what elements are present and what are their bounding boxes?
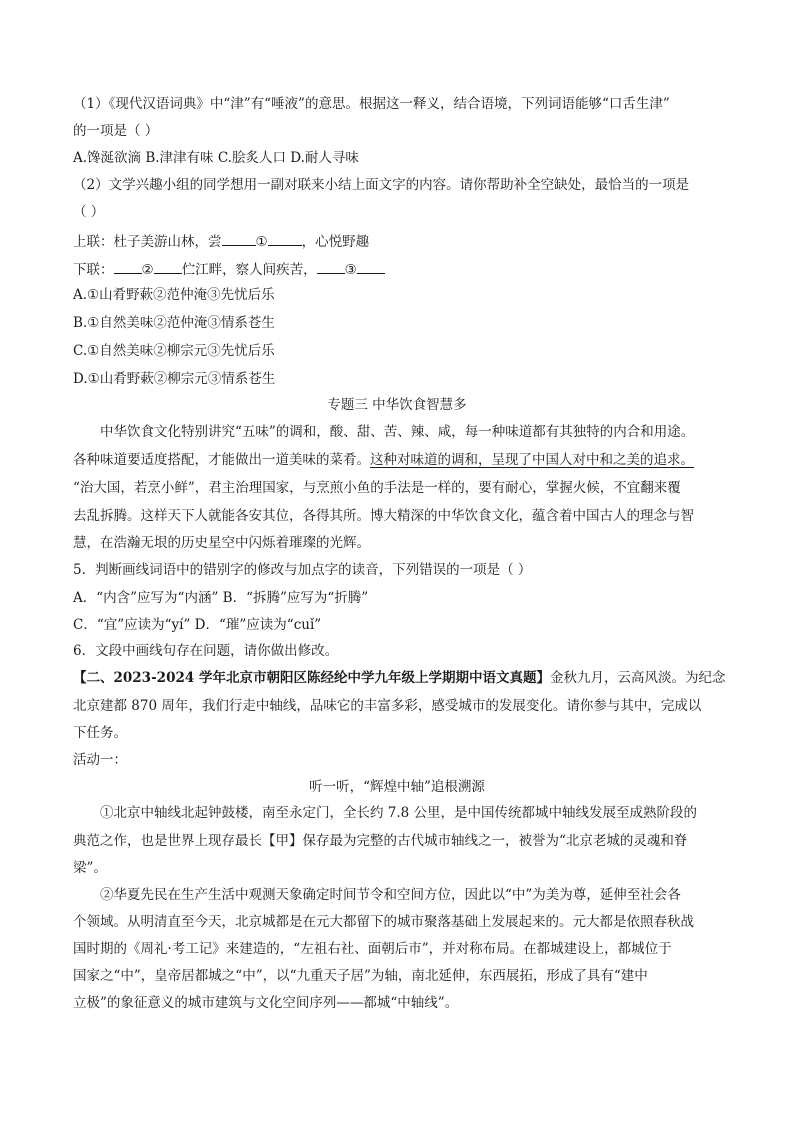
blank-line — [317, 261, 345, 274]
question-5-options-cd: C．“宜”应读为“yí” D．“璀”应读为“cuǐ” — [73, 617, 322, 633]
question-2-line2: （ ） — [73, 204, 105, 220]
couplet-lower-mid: 伫江畔，察人间疾苦， — [181, 262, 317, 278]
section2-intro-line2: 北京建都 870 周年，我们行走中轴线，品味它的丰富多彩，感受城市的发展变化。请你参与其中，完成以 — [73, 698, 702, 714]
topic3-para-line2-text: 各种味道要适度搭配，才能做出一道美味的菜肴。 — [73, 452, 370, 468]
section2-intro-start: 金秋九月，云高风淡。为纪念 — [549, 670, 726, 686]
option-b: B.①自然美味②范仲淹③情系苍生 — [73, 315, 275, 331]
option-d: D.①山肴野蔌②柳宗元③情系苍生 — [73, 371, 276, 387]
couplet-lower-start: 下联： — [73, 262, 114, 278]
question-1-line2: 的一项是（ ） — [73, 123, 159, 139]
para1-line3: 梁”。 — [73, 860, 107, 876]
topic3-para-line5: 慧，在浩瀚无垠的历史星空中闪烁着璀璨的光辉。 — [73, 535, 370, 551]
question-1-line1: （1）《现代汉语词典》中“津”有“唾液”的意思。根据这一释义，结合语境，下列词语能够“口舌生津” — [73, 96, 670, 112]
blank-line — [114, 261, 142, 274]
topic3-para-line1: 中华饮食文化特别讲究“五味”的调和，酸、甜、苦、辣、咸，每一种味道都有其独特的内合和用途。 — [100, 424, 695, 440]
para2-line1: ②华夏先民在生产生活中观测天象确定时间节令和空间方位，因此以“中”为美为尊，延伸至社会各 — [100, 887, 681, 903]
section2-intro-line3: 下任务。 — [73, 725, 127, 741]
blank-line — [357, 261, 385, 274]
blank-line — [268, 233, 302, 246]
couplet-lower — [73, 261, 385, 278]
topic3-para-line4: 去乱拆腾。这样天下人就能各安其位，各得其所。博大精深的中华饮食文化，蕴含着中国古人的理念与智 — [73, 508, 694, 524]
blank-line — [222, 233, 256, 246]
question-5-options-ab: A．“内含”应写为“内涵” B．“拆腾”应写为“折腾” — [73, 590, 369, 606]
activity-subtitle: 听一听，“辉煌中轴”追根溯源 — [309, 779, 485, 795]
para2-line5: 立极”的象征意义的城市建筑与文化空间序列——都城“中轴线”。 — [73, 995, 459, 1011]
topic3-para-line3: “治大国，若烹小鲜”，君主治理国家，与烹煎小鱼的手法是一样的，要有耐心，掌握火候，不宜翻来覆 — [73, 480, 681, 496]
couplet-upper-end: ，心悦野趣 — [301, 234, 370, 250]
para2-line4: 国家之“中”，皇帝居都城之“中”，以“九重天子居”为轴，南北延伸，东西展拓，形成了具有“建中 — [73, 968, 648, 984]
option-a: A.①山肴野蔌②范仲淹③先忧后乐 — [73, 287, 275, 303]
para2-line2: 个领域。从明清直至今天，北京城都是在元大都留下的城市聚落基础上发展起来的。元大都是依照春秋战 — [73, 914, 694, 930]
para1-line1: ①北京中轴线北起钟鼓楼，南至永定门，全长约 7.8 公里，是中国传统都城中轴线发展至成熟阶段的 — [100, 805, 698, 821]
para1-line2: 典范之作，也是世界上现存最长【甲】保存最为完整的古代城市轴线之一，被誉为“北京老城的灵魂和脊 — [73, 833, 688, 849]
topic3-title: 专题三 中华饮食智慧多 — [327, 397, 467, 413]
couplet-upper-start: 上联：杜子美游山林，尝 — [73, 234, 222, 250]
activity-label: 活动一： — [73, 752, 127, 768]
underlined-sentence: 这种对味道的调和，呈现了中国人对中和之美的追求。 — [370, 452, 694, 468]
blank-2-marker: ② — [141, 262, 154, 278]
option-c: C.①自然美味②柳宗元③先忧后乐 — [73, 343, 275, 359]
topic3-para-line2 — [73, 454, 694, 468]
blank-line — [154, 261, 182, 274]
couplet-upper — [73, 233, 369, 250]
section2-source: 【二、2023-2024 学年北京市朝阳区陈经纶中学九年级上学期期中语文真题】 — [73, 670, 550, 686]
para2-line3: 国时期的《周礼·考工记》来建造的，“左祖右社、面朝后市”，并对称布局。在都城建设上，都城位于 — [73, 941, 672, 957]
question-5: 5．判断画线词语中的错别字的修改与加点字的读音，下列错误的一项是（ ） — [73, 562, 532, 578]
blank-3-marker: ③ — [344, 262, 357, 278]
question-2-line1: （2）文学兴趣小组的同学想用一副对联来小结上面文字的内容。请你帮助补全空缺处，最恰当的一项是 — [73, 177, 690, 193]
question-6: 6．文段中画线句存在问题，请你做出修改。 — [73, 643, 339, 659]
section2-heading — [73, 672, 725, 686]
blank-1-marker: ① — [255, 234, 268, 250]
question-1-options: A.馋涎欲滴 B.津津有味 C.脍炙人口 D.耐人寻味 — [73, 150, 359, 166]
